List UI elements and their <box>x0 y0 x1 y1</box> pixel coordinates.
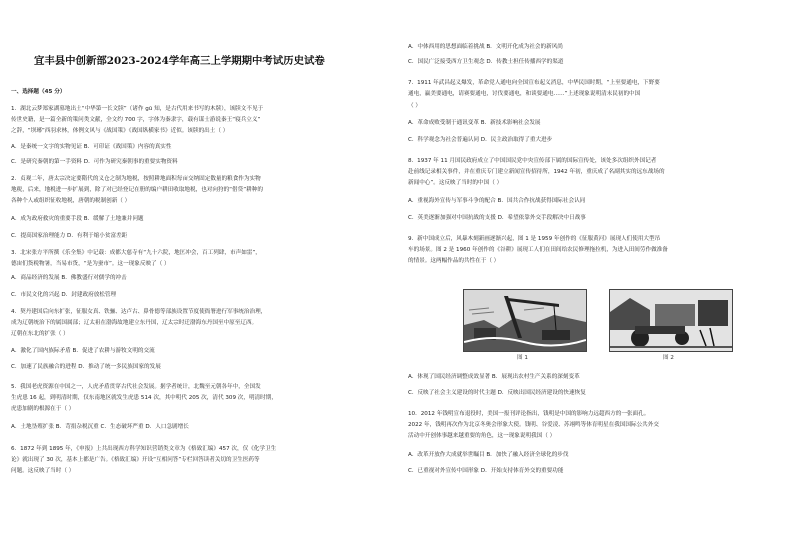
text-line: 2．贞观二年，唐太宗决定要隋代的义仓之制为地税，按照耕地面积每亩交纳固定数量的粮食作为实物 <box>11 176 261 182</box>
text-line: C．市民文化的兴起 D．封建政府放松管理 <box>11 292 117 298</box>
text-line: A．土地垦殖扩张 B．苛捐杂税沉重 C．生态破坏严重 D．人口急剧增长 <box>11 424 189 430</box>
text-line: 5．我国老虎资源在中国之一，人虎矛盾贯穿古代社会发展。据学者统计，北魏至元朝各年中，全国发 <box>11 384 261 390</box>
text-line: A．激化了国内族际矛盾 B．促进了农耕与游牧文明的交流 <box>11 348 155 354</box>
text-line: A．商品经济的发展 B．佛教盛行对儒学的冲击 <box>11 275 127 281</box>
text-line: 地税，后来，地税进一步扩展到，除了对已经登记在册的编户耕田收取地税，也对向狩的“借贷”耕种的 <box>11 187 263 193</box>
text-line: C．英美逐渐加强对中国抗战的支援 D．希望依靠外交手段解决中日战事 <box>408 215 586 221</box>
text-line: 车的场景。图 2 是 1960 年创作的《谷耕》展现工人们在田间给农民修理拖拉机，为进入田间劳作做准备 <box>408 247 668 253</box>
text-line: 9．新中国成立后，风暴木刻新画逐渐兴起，图 1 是 1959 年创作的《征服黄河》展现人们使用大型吊 <box>408 236 661 242</box>
text-line: A．改革开放作大成就举世瞩目 B．加快了融入经济全球化的步伐 <box>408 452 569 458</box>
text-line: A．中体西用的思想面临着挑战 B．文明开化成为社会的新风尚 <box>408 44 563 50</box>
text-line: 问题。这反映了当时（ ） <box>11 468 75 474</box>
text-line: 1．湖北云梦郑家湖墓地出土“中华第一长文牍”（诸作 gū 知，是古代用来书写的木牍），该牍文不见于 <box>11 106 264 112</box>
text-line: 的情景。这两幅作品的共性在于（ ） <box>408 258 500 264</box>
figure-1-caption: 图 1 <box>517 355 528 361</box>
text-line: 德宙们货税物暑，当易市货，“是为蚕市”。这一现象反映了（ ） <box>11 261 170 267</box>
text-line: 各种个人或组织征收地税，唐朝的税制创新（ ） <box>11 198 131 204</box>
text-line: C．反映了社会主义建设的时代主题 D．反映出国民经济建设的快速恢复 <box>408 390 586 396</box>
section-heading: 一、选择题（45 分） <box>11 89 66 95</box>
woodcut-figure-1 <box>463 289 587 352</box>
text-line: 赴前线记录相关事件，并在重庆专门建立新闻宣传招待所，1942 年初，重庆成了名副其实的远东战场的 <box>408 169 665 175</box>
text-line: 10．2012 年钱明宣布退役时，美国一报刊评论指出，钱明是中国的影响力远超西方的一张面孔。 <box>408 411 650 417</box>
woodcut-figure-2 <box>609 289 733 352</box>
text-line: C．国民广泛接受西方卫生观念 D．传教士担任传播西学的渠道 <box>408 59 564 65</box>
text-line: 虎患加剧的根源在于（ ） <box>11 406 75 412</box>
text-line: A．是秦统一文字的实物见证 B．可印证《战国策》内容的真实性 <box>11 144 172 150</box>
text-line: 活动中开创体事越来越重要的角色，这一现象说明我国（ ） <box>408 433 556 439</box>
text-line: C．是研究秦朝的第一手资料 D．可作为研究秦朝事的重要实物资料 <box>11 159 178 165</box>
text-line: 成为辽朝统治下的属国属部；辽太祖在渤海故地建立东丹国，辽太宗时迁渤海东丹国至中原至辽西。 <box>11 320 258 326</box>
text-line: C．科学观念为社会普遍认同 D．民主政治取得了重大进步 <box>408 137 553 143</box>
text-line: 4．契丹建国后向东扩张，征服女真、铁骊、达卢古、鼻骨德等部族设置节度使衙署进行军事统治治理， <box>11 309 267 315</box>
text-line: C．已重视对外宣传中国形象 D．开始支持体育外交的重要功能 <box>408 468 564 474</box>
text-line: A．革命成败受制于通讯变革 B．新技术影响社会发展 <box>408 120 541 126</box>
text-line: 传世史籍，是一篇全新的策问类文献，全文约 700 字，字体为秦隶字，载有谋士游说秦王“寝兵立义” <box>11 117 261 123</box>
text-line: 3．北宋张方平所撰《乐全集》中记载：成都大慈寺有“九十六院，地匡冲会，百工列肆，市声如雷”， <box>11 250 261 256</box>
page-title: 宜丰县中创新部2023-2024学年高三上学期期中考试历史试卷 <box>34 55 325 67</box>
text-line: 通电，赢美要通电，请赛要通电，讨伐要通电，和谈要通电……”上述现象说明清末民初的中国 <box>408 91 641 97</box>
text-line: （ ） <box>408 103 421 109</box>
text-line: 6．1872 年到 1895 年，《申报》上共出现西方科学知识营销类文章为《格致汇编》457 次，仅《化学卫生 <box>11 446 277 452</box>
text-line: 辽朝在东北的扩张（ ） <box>11 331 69 337</box>
text-line: A．体现了国民经济调整成效显著 B．展现出农村生产关系的深刻变革 <box>408 374 580 380</box>
text-line: 8．1937 年 11 月国民政府成立了中国国民党中央宣传部下属的国际宣传处，该处多次组织外国记者 <box>408 158 657 164</box>
figure-2-caption: 图 2 <box>663 355 674 361</box>
text-line: 新闻中心”。这反映了当时的中国（ ） <box>408 180 503 186</box>
text-line: C．加速了民族融合的进程 D．推动了统一多民族国家的发展 <box>11 364 161 370</box>
text-line: C．提高国家治理能力 D．有利于缩小贫富差距 <box>11 233 128 239</box>
text-line: 7．1911 年武昌起义爆发，革命党人通电向全国宣布起义消息，中华民国时期，“上至要通电，下野要 <box>408 80 660 86</box>
text-line: 之辞，“坝琊”西羽求林，体例文风与《战国策》《战国纵横家书》近似。该牍的出土（ ） <box>11 128 229 134</box>
text-line: 论》就出现了 30 次，基本上都是广告。《格致汇编》开设“互相问答”专栏回答读者关切的卫生医药等 <box>11 457 260 463</box>
text-line: A．成为政府救灾的重要手段 B．缓解了土地兼并问题 <box>11 216 144 222</box>
text-line: 2022 年，钱明再次作为北京冬奥会形象大使。钱明、谷爱凌、苏翊鸣等体育明星在我国国际公共外交 <box>408 422 659 428</box>
text-line: A．重视海外宣传与军事斗争的配合 B．国共合作抗战获得国际社会认同 <box>408 198 586 204</box>
text-line: 生虎患 16 起，到明清时期，仅东南地区就发生虎患 514 次，其中明代 205 次，清代 309 次，明清时期， <box>11 395 277 401</box>
